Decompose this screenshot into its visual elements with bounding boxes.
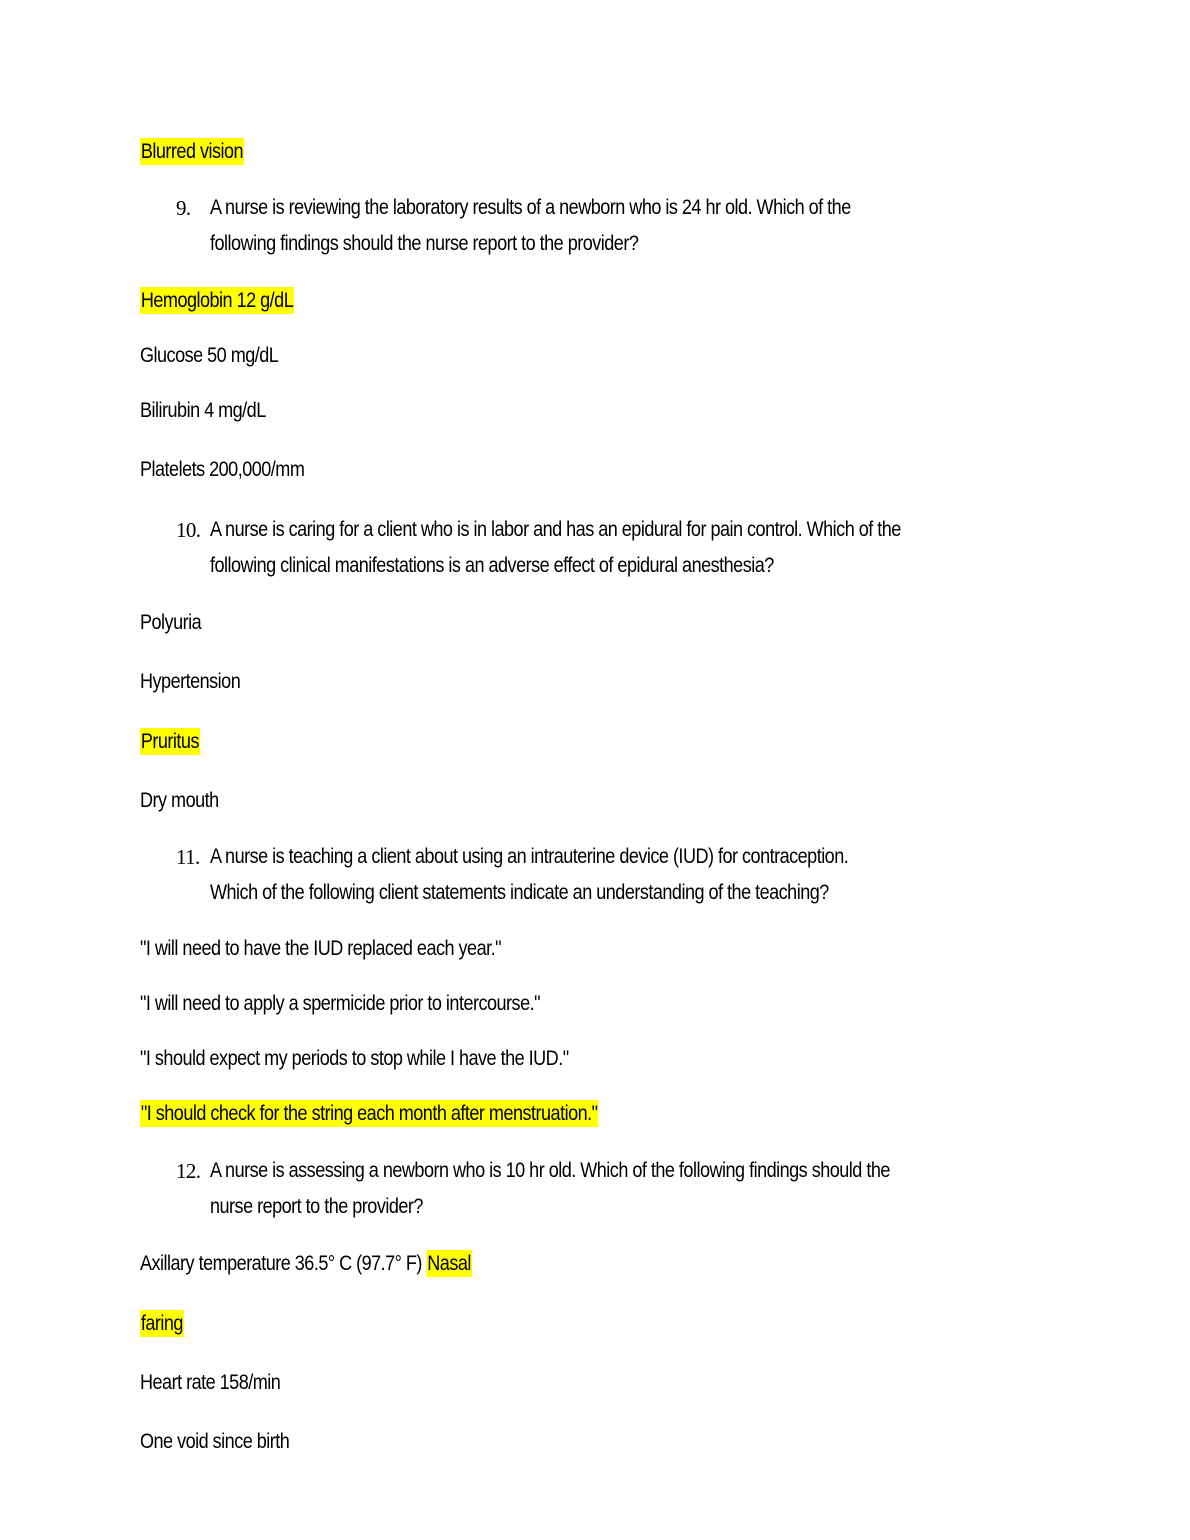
answer-option: Glucose 50 mg/dL [140, 344, 279, 367]
answer-option [140, 1309, 184, 1339]
highlighted-answer: faring [140, 1312, 183, 1335]
question-text-line-1: A nurse is teaching a client about using an intrauterine device (IUD) for contraception. [210, 845, 849, 868]
answer-option [140, 286, 294, 316]
answer-option: Platelets 200,000/mm [140, 458, 305, 481]
question-number: 11. [176, 845, 200, 869]
highlighted-answer: Hemoglobin 12 g/dL [140, 289, 294, 312]
question-text-line-2: following clinical manifestations is an adverse effect of epidural anesthesia? [210, 554, 774, 577]
question-number: 12. [176, 1159, 201, 1183]
question-text-line-1: A nurse is caring for a client who is in labor and has an epidural for pain control. Which of the [210, 518, 901, 541]
highlighted-answer: "I should check for the string each month after menstruation." [140, 1102, 598, 1125]
answer-option: One void since birth [140, 1430, 290, 1453]
answer-option [140, 137, 244, 167]
question-text-line-2: nurse report to the provider? [210, 1195, 423, 1218]
answer-option: Hypertension [140, 670, 241, 693]
question-text-line-1: A nurse is reviewing the laboratory results of a newborn who is 24 hr old. Which of the [210, 196, 851, 219]
answer-option [140, 1249, 472, 1279]
question-12 [176, 1153, 1001, 1225]
highlighted-answer: Pruritus [140, 730, 199, 753]
answer-option: "I will need to apply a spermicide prior to intercourse." [140, 992, 540, 1015]
question-number: 9. [176, 196, 191, 220]
question-9 [176, 190, 955, 262]
question-text-line-1: A nurse is assessing a newborn who is 10 hr old. Which of the following findings should the [210, 1159, 890, 1182]
answer-option: Dry mouth [140, 789, 219, 812]
question-text-line-2: following findings should the nurse report to the provider? [210, 232, 639, 255]
answer-option: Polyuria [140, 611, 202, 634]
answer-option: Heart rate 158/min [140, 1371, 281, 1394]
question-text-line-2: Which of the following client statements indicate an understanding of the teaching? [210, 881, 829, 904]
answer-option: "I should expect my periods to stop while I have the IUD." [140, 1047, 569, 1070]
question-number: 10. [176, 518, 201, 542]
answer-option [140, 1099, 598, 1129]
highlighted-answer: Blurred vision [140, 140, 244, 163]
question-11 [176, 839, 952, 911]
question-10 [176, 512, 1013, 584]
answer-option [140, 727, 200, 757]
answer-option: Bilirubin 4 mg/dL [140, 399, 266, 422]
answer-option-text: Axillary temperature 36.5° C (97.7° F) [140, 1252, 422, 1275]
answer-option: "I will need to have the IUD replaced each year." [140, 937, 501, 960]
highlighted-answer: Nasal [427, 1252, 471, 1275]
